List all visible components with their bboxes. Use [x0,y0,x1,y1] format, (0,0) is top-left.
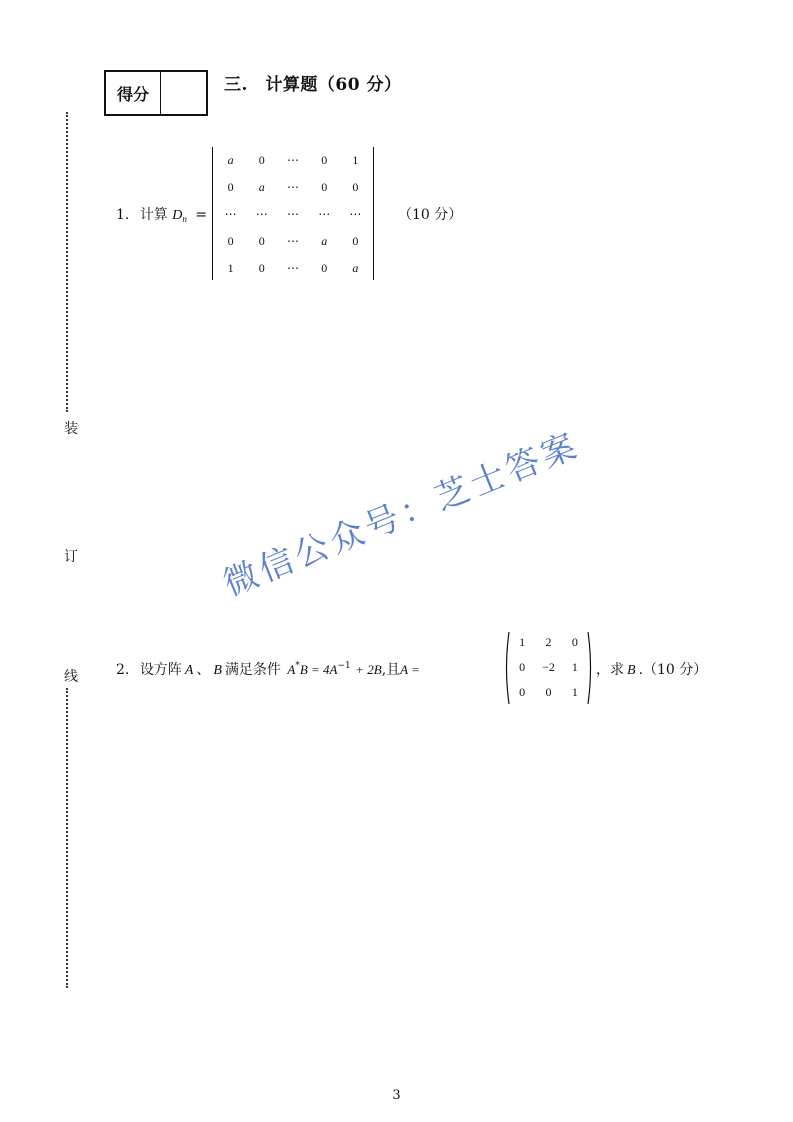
question-2-sep: 、 [196,662,211,678]
question-2-eq-mid: B = 4A [299,662,338,677]
watermark: 微信公众号：芝士答案 [217,425,586,605]
question-2-eq-a: A [287,662,296,677]
binding-char-zhuang: 装 [64,421,78,437]
question-2-var-a: A [184,663,194,678]
matrix-a-cell: 0 [571,635,578,649]
matrix-a-cell: 0 [519,685,526,699]
determinant-cell: a [321,234,328,248]
matrix-a-cell: 2 [545,635,552,649]
binding-dotted-line-bottom [66,688,68,988]
question-2-eq-star: * [295,661,300,671]
question-2-text [116,659,420,679]
determinant-cell: 0 [227,180,234,194]
determinant-cell: 0 [321,153,328,167]
question-2-text-c: ,且 [381,662,401,678]
matrix-a-cell: 1 [571,685,578,699]
question-1-points: （10 分） [398,207,463,223]
binding-char-xian: 线 [64,669,78,685]
question-2-points: .（10 分） [638,662,708,678]
determinant-cell: ⋯ [286,153,299,167]
question-1-equals: = [195,207,208,223]
determinant-cell: 0 [321,261,328,275]
matrix-a [503,630,594,706]
determinant-cell: ⋯ [286,180,299,194]
determinant-cell: 0 [258,153,265,167]
determinant-grid [213,147,373,282]
question-2-tail [596,659,707,679]
determinant [212,147,374,280]
determinant-cell: 0 [258,234,265,248]
question-2-var-b: B [213,663,222,678]
determinant-cell: ⋯ [224,207,237,221]
determinant-cell: a [227,153,234,167]
question-2-eq-end: + 2B [355,662,382,677]
determinant-cell: a [352,261,359,275]
question-1-label [116,204,207,224]
determinant-cell: ⋯ [318,207,331,221]
question-2-text-b: 满足条件 [224,662,281,678]
question-1-symbol: D [172,208,183,223]
determinant-cell: a [258,180,265,194]
determinant-cell: 0 [352,180,359,194]
matrix-a-cell: 1 [571,660,578,674]
matrix-a-cell: −2 [542,660,555,674]
question-2-eq-exp: −1 [337,661,351,671]
determinant-cell: ⋯ [286,234,299,248]
determinant-cell: 0 [352,234,359,248]
question-1-number: 1. [116,207,130,223]
matrix-a-cell: 0 [545,685,552,699]
score-box [104,70,208,116]
determinant-cell: ⋯ [286,207,299,221]
binding-char-ding: 订 [64,549,78,565]
determinant-cell: 1 [227,261,234,275]
determinant-cell: 0 [321,180,328,194]
question-2-var-find: B [627,663,636,678]
matrix-a-grid [509,630,588,705]
question-1-text: 计算 [139,207,168,223]
score-label: 得分 [106,72,161,114]
question-2-eq-a2: A = [400,662,420,677]
question-2-text-d: ，求 [596,662,624,678]
matrix-a-cell: 0 [519,660,526,674]
determinant-cell: 1 [352,153,359,167]
question-2-number: 2. [116,662,130,678]
determinant-cell: ⋯ [255,207,268,221]
determinant-cell: 0 [227,234,234,248]
question-1-subscript: n [182,214,187,224]
section-title: 三. 计算题（60 分） [224,75,402,95]
determinant-cell: 0 [258,261,265,275]
binding-dotted-line-top [66,112,68,412]
page-number: 3 [392,1088,401,1103]
question-2-text-a: 设方阵 [139,662,182,678]
matrix-a-cell: 1 [519,635,526,649]
determinant-cell: ⋯ [349,207,362,221]
determinant-cell: ⋯ [286,261,299,275]
